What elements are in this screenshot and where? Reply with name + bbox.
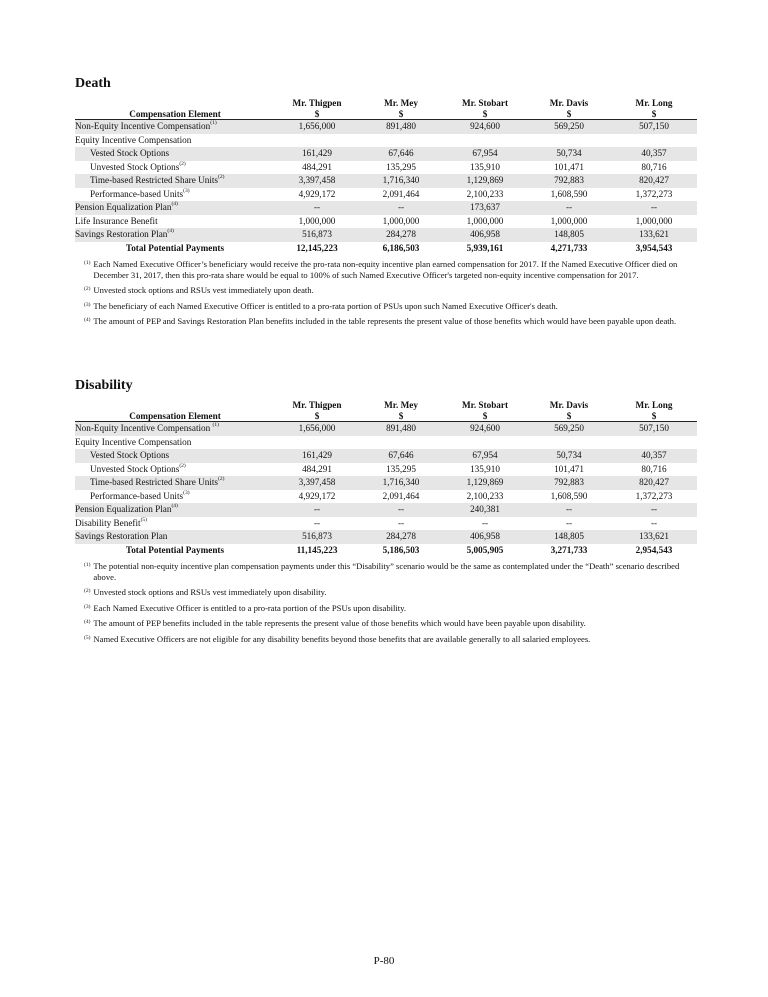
footnote: (1) Each Named Executive Officer’s beneficiary would receive the pro-rata non-equity incentive plan earned compensation for 2017. If the Named Executive Officer died on December 31, 2017, then this pro-rata share would be equal to 100% of such Named Executive Officer's targeted non-equity incentive compensation for 2017. <box>84 259 678 280</box>
table-row <box>75 517 697 531</box>
total-cell: 11,145,223 <box>296 544 338 555</box>
table-cell: 284,278 <box>359 530 443 544</box>
column-header: Mr. Davis $ <box>527 98 611 120</box>
table-row <box>75 228 697 242</box>
table-cell: 569,250 <box>527 120 611 134</box>
table-cell: 507,150 <box>611 120 697 134</box>
table-cell: 569,250 <box>527 422 611 436</box>
table-cell: 1,129,869 <box>443 476 527 490</box>
table-cell: 1,716,340 <box>359 174 443 188</box>
table-cell: 924,600 <box>443 120 527 134</box>
table-cell: 148,805 <box>527 228 611 242</box>
table-cell: 516,873 <box>275 530 359 544</box>
column-header: Mr. Long $ <box>611 400 697 422</box>
row-label: Non-Equity Incentive Compensation$^{(1)}$ <box>75 120 275 134</box>
footnote: (2) Unvested stock options and RSUs vest immediately upon death. <box>84 285 314 295</box>
table-cell: -- <box>650 517 658 528</box>
row-label: Vested Stock Options <box>75 147 275 161</box>
column-header: Mr. Mey $ <box>359 400 443 422</box>
table-row <box>75 436 697 450</box>
table-cell <box>443 436 527 450</box>
table-header-row <box>75 98 697 120</box>
table-row <box>75 503 697 517</box>
table-cell <box>527 436 611 450</box>
table-cell: -- <box>275 201 359 215</box>
table-row <box>75 147 697 161</box>
table-cell: 284,278 <box>359 228 443 242</box>
table-cell <box>275 436 359 450</box>
row-label: Performance-based Units$^{(3)}$ <box>90 489 190 501</box>
row-label: Equity Incentive Compensation <box>75 134 192 145</box>
table-cell: 2,091,464 <box>382 188 420 199</box>
row-label: Performance-based Units$^{(3)}$ <box>90 187 190 199</box>
row-label: Non-Equity Incentive Compensation $^{(1)}$ <box>75 422 275 436</box>
table-row <box>75 174 697 188</box>
table-cell: 1,129,869 <box>443 174 527 188</box>
table-cell: 2,091,464 <box>382 490 420 501</box>
table-cell: 1,656,000 <box>275 120 359 134</box>
table-cell: 161,429 <box>275 449 359 463</box>
column-header: Mr. Long $ <box>611 98 697 120</box>
column-header: Mr. Davis $ <box>527 400 611 422</box>
row-label: Time-based Restricted Share Units$^{(2)}$ <box>75 476 275 490</box>
death-section <box>75 76 697 332</box>
row-label: Pension Equalization Plan$^{(4)}$ <box>75 201 275 215</box>
row-label: Savings Restoration Plan$^{(4)}$ <box>75 228 275 242</box>
table-row <box>75 449 697 463</box>
table-cell: -- <box>275 503 359 517</box>
table-cell: 516,873 <box>275 228 359 242</box>
table-cell: 792,883 <box>527 476 611 490</box>
table-cell: 1,656,000 <box>275 422 359 436</box>
table-cell: 820,427 <box>611 174 697 188</box>
table-cell: -- <box>527 503 611 517</box>
disability-compensation-table <box>75 400 697 557</box>
footnote: (1) The potential non-equity incentive plan compensation payments under this “Disability” scenario would be the same as contemplated under the “Death” scenario described above. <box>84 561 680 582</box>
column-header-compensation-element: Compensation Element <box>75 98 275 120</box>
disability-footnotes <box>75 561 697 644</box>
table-cell: 173,637 <box>443 201 527 215</box>
footnote: (5) Named Executive Officers are not eligible for any disability benefits beyond those benefits that are available generally to all salaried employees. <box>84 633 591 644</box>
total-cell: 5,005,905 <box>466 544 504 555</box>
table-row <box>75 161 697 175</box>
row-label: Life Insurance Benefit <box>75 215 158 226</box>
table-cell: 161,429 <box>275 147 359 161</box>
table-cell: 101,471 <box>554 161 584 172</box>
table-header-row <box>75 400 697 422</box>
footnote: (3) Each Named Executive Officer is entitled to a pro-rata portion of the PSUs upon disability. <box>84 602 407 613</box>
table-cell <box>443 134 527 148</box>
table-row <box>75 490 697 504</box>
column-header-compensation-element: Compensation Element <box>75 400 275 422</box>
table-cell: 50,734 <box>527 449 611 463</box>
table-cell: 1,000,000 <box>382 215 420 226</box>
table-row <box>75 188 697 202</box>
table-cell: 891,480 <box>359 422 443 436</box>
table-cell: 40,357 <box>611 147 697 161</box>
table-cell: 101,471 <box>554 463 584 474</box>
table-cell <box>611 134 697 148</box>
table-cell: 135,910 <box>470 463 500 474</box>
total-label: Total Potential Payments <box>125 242 225 253</box>
footnote: (3) The beneficiary of each Named Executive Officer is entitled to a pro-rata portion of PSUs upon such Named Executive Officer's death. <box>84 300 558 311</box>
table-cell: 1,716,340 <box>359 476 443 490</box>
disability-section-title: Disability <box>75 378 133 393</box>
table-cell <box>275 134 359 148</box>
table-cell: -- <box>565 517 573 528</box>
table-cell: 1,000,000 <box>466 215 504 226</box>
row-label: Unvested Stock Options$^{(2)}$ <box>90 462 186 474</box>
total-cell: 6,186,503 <box>382 242 420 253</box>
table-cell: 924,600 <box>443 422 527 436</box>
table-cell <box>611 436 697 450</box>
table-cell: 406,958 <box>443 530 527 544</box>
table-cell <box>527 134 611 148</box>
total-cell: 2,954,543 <box>635 544 673 555</box>
table-row <box>75 476 697 490</box>
table-cell: 67,954 <box>443 449 527 463</box>
table-cell: -- <box>359 201 443 215</box>
footnote: (4) The amount of PEP benefits included in the table represents the present value of those benefits which would have been payable upon disability. <box>84 618 586 628</box>
row-label: Savings Restoration Plan <box>75 530 275 544</box>
table-cell: 67,954 <box>443 147 527 161</box>
table-cell: 1,000,000 <box>550 215 588 226</box>
table-cell: -- <box>527 201 611 215</box>
table-cell: -- <box>397 517 405 528</box>
table-cell: 4,929,172 <box>298 490 336 501</box>
death-compensation-table <box>75 98 697 255</box>
table-cell: 1,000,000 <box>298 215 336 226</box>
total-label: Total Potential Payments <box>125 544 225 555</box>
table-cell: 135,295 <box>386 161 416 172</box>
column-header: Mr. Thigpen $ <box>275 98 359 120</box>
row-label: Time-based Restricted Share Units$^{(2)}$ <box>75 174 275 188</box>
row-label: Equity Incentive Compensation <box>75 436 192 447</box>
table-cell: 40,357 <box>611 449 697 463</box>
table-cell: 1,372,273 <box>635 490 673 501</box>
table-cell: -- <box>481 517 489 528</box>
death-footnotes <box>75 259 697 327</box>
total-row <box>75 544 697 558</box>
table-cell: 80,716 <box>641 161 667 172</box>
table-row <box>75 215 697 229</box>
page-number: P-80 <box>373 955 395 967</box>
table-cell: 507,150 <box>611 422 697 436</box>
row-label: Vested Stock Options <box>75 449 275 463</box>
disability-section <box>75 378 697 649</box>
total-cell: 5,939,161 <box>466 242 504 253</box>
footnote: (2) Unvested stock options and RSUs vest immediately upon disability. <box>84 587 327 597</box>
table-cell: 891,480 <box>359 120 443 134</box>
table-row <box>75 201 697 215</box>
table-cell: -- <box>611 201 697 215</box>
column-header: Mr. Thigpen $ <box>275 400 359 422</box>
total-row <box>75 242 697 256</box>
table-cell: 80,716 <box>641 463 667 474</box>
column-header: Mr. Stobart $ <box>443 98 527 120</box>
table-row <box>75 530 697 544</box>
column-header: Mr. Mey $ <box>359 98 443 120</box>
table-row <box>75 422 697 436</box>
table-cell: 135,295 <box>386 463 416 474</box>
table-cell: 50,734 <box>527 147 611 161</box>
table-row <box>75 120 697 134</box>
table-cell: 406,958 <box>443 228 527 242</box>
footnote: (4) The amount of PEP and Savings Restoration Plan benefits included in the table represents the present value of those benefits which would have been payable upon death. <box>84 316 677 326</box>
table-cell: 240,381 <box>443 503 527 517</box>
table-cell <box>359 436 443 450</box>
total-cell: 5,186,503 <box>382 544 420 555</box>
table-cell: -- <box>313 517 321 528</box>
total-cell: 3,271,733 <box>550 544 588 555</box>
row-label: Unvested Stock Options$^{(2)}$ <box>90 160 186 172</box>
table-cell: -- <box>359 503 443 517</box>
table-cell: 133,621 <box>611 530 697 544</box>
total-cell: 12,145,223 <box>296 242 338 253</box>
table-cell: 3,397,458 <box>275 476 359 490</box>
table-cell: 2,100,233 <box>466 188 504 199</box>
table-cell: 1,372,273 <box>635 188 673 199</box>
death-section-title: Death <box>75 76 111 91</box>
table-row <box>75 134 697 148</box>
table-cell: 792,883 <box>527 174 611 188</box>
column-header: Mr. Stobart $ <box>443 400 527 422</box>
total-cell: 3,954,543 <box>635 242 673 253</box>
table-cell: 4,929,172 <box>298 188 336 199</box>
table-cell: 3,397,458 <box>275 174 359 188</box>
table-cell: 135,910 <box>470 161 500 172</box>
table-row <box>75 463 697 477</box>
table-cell: 484,291 <box>302 161 332 172</box>
row-label: Disability Benefit$^{(5)}$ <box>75 516 147 528</box>
table-cell: 67,646 <box>359 449 443 463</box>
table-cell: 133,621 <box>611 228 697 242</box>
table-cell: 67,646 <box>359 147 443 161</box>
row-label: Pension Equalization Plan$^{(4)}$ <box>75 503 275 517</box>
total-cell: 4,271,733 <box>550 242 588 253</box>
table-cell <box>359 134 443 148</box>
table-cell: 820,427 <box>611 476 697 490</box>
table-cell: -- <box>611 503 697 517</box>
table-cell: 1,608,590 <box>550 188 588 199</box>
table-cell: 484,291 <box>302 463 332 474</box>
table-cell: 1,608,590 <box>550 490 588 501</box>
table-cell: 148,805 <box>527 530 611 544</box>
table-cell: 1,000,000 <box>635 215 673 226</box>
table-cell: 2,100,233 <box>466 490 504 501</box>
